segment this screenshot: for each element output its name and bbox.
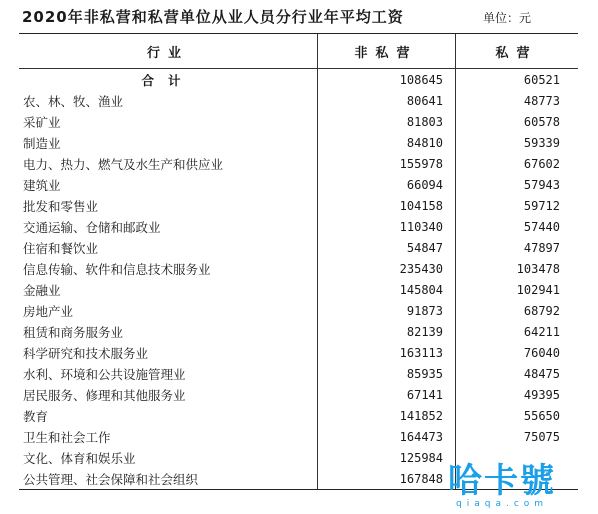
industry-cell: 教育 <box>23 408 49 424</box>
private-cell: 48475 <box>523 366 560 381</box>
table-row <box>19 237 578 258</box>
private-cell: 48773 <box>523 93 560 108</box>
nonprivate-cell: 80641 <box>406 93 443 108</box>
table-row <box>19 321 578 342</box>
nonprivate-cell: 85935 <box>406 366 443 381</box>
nonprivate-cell: 155978 <box>399 156 443 171</box>
table-row <box>19 216 578 237</box>
nonprivate-cell: 145804 <box>399 282 443 297</box>
industry-cell: 金融业 <box>23 282 61 298</box>
nonprivate-cell: 167848 <box>399 471 443 486</box>
nonprivate-cell: 125984 <box>399 450 443 465</box>
table-row <box>19 195 578 216</box>
nonprivate-cell: 91873 <box>406 303 443 318</box>
private-cell: 57440 <box>523 219 560 234</box>
table-row <box>19 363 578 384</box>
nonprivate-cell: 66094 <box>406 177 443 192</box>
private-cell: 64211 <box>523 324 560 339</box>
nonprivate-cell: 110340 <box>399 219 443 234</box>
table-row <box>19 300 578 321</box>
industry-cell: 信息传输、软件和信息技术服务业 <box>23 261 211 277</box>
industry-cell: 公共管理、社会保障和社会组织 <box>23 471 199 487</box>
industry-cell: 农、林、牧、渔业 <box>23 93 124 109</box>
table-row <box>19 405 578 426</box>
nonprivate-cell: 141852 <box>399 408 443 423</box>
table-row <box>19 90 578 111</box>
table-row <box>19 258 578 279</box>
industry-cell: 居民服务、修理和其他服务业 <box>23 387 186 403</box>
private-cell: 102941 <box>516 282 560 297</box>
nonprivate-cell: 235430 <box>399 261 443 276</box>
total-nonprivate: 108645 <box>399 72 443 87</box>
industry-cell: 房地产业 <box>23 303 74 319</box>
nonprivate-cell: 163113 <box>399 345 443 360</box>
industry-cell: 批发和零售业 <box>23 198 99 214</box>
nonprivate-cell: 81803 <box>406 114 443 129</box>
watermark-text: 哈卡號 <box>448 461 556 501</box>
private-cell: 75075 <box>523 429 560 444</box>
table-row <box>19 153 578 174</box>
industry-cell: 采矿业 <box>23 114 61 130</box>
private-cell: 67602 <box>523 156 560 171</box>
table-row <box>19 174 578 195</box>
wage-table <box>19 33 578 490</box>
industry-cell: 电力、热力、燃气及水生产和供应业 <box>23 156 224 172</box>
table-body <box>19 90 578 489</box>
table-header-row <box>19 34 578 69</box>
total-private: 60521 <box>523 72 560 87</box>
private-cell: 49395 <box>523 387 560 402</box>
header-nonprivate: 非私营 <box>354 45 418 61</box>
nonprivate-cell: 67141 <box>406 387 443 402</box>
private-cell: 60578 <box>523 114 560 129</box>
table-row <box>19 279 578 300</box>
watermark-logo <box>448 463 593 511</box>
industry-cell: 制造业 <box>23 135 61 151</box>
industry-cell: 文化、体育和娱乐业 <box>23 450 136 466</box>
column-divider <box>317 34 318 489</box>
private-cell: 59339 <box>523 135 560 150</box>
industry-cell: 卫生和社会工作 <box>23 429 111 445</box>
table-row <box>19 132 578 153</box>
header-industry: 行业 <box>146 45 189 61</box>
private-cell: 59712 <box>523 198 560 213</box>
column-divider <box>455 34 456 489</box>
industry-cell: 住宿和餐饮业 <box>23 240 99 256</box>
table-row <box>19 384 578 405</box>
industry-cell: 建筑业 <box>23 177 61 193</box>
nonprivate-cell: 104158 <box>399 198 443 213</box>
nonprivate-cell: 82139 <box>406 324 443 339</box>
private-cell: 57943 <box>523 177 560 192</box>
industry-cell: 租赁和商务服务业 <box>23 324 124 340</box>
private-cell: 76040 <box>523 345 560 360</box>
table-row <box>19 426 578 447</box>
nonprivate-cell: 164473 <box>399 429 443 444</box>
industry-cell: 科学研究和技术服务业 <box>23 345 149 361</box>
table-row <box>19 342 578 363</box>
private-cell: 68792 <box>523 303 560 318</box>
private-cell: 103478 <box>516 261 560 276</box>
watermark-url: qiaqa.com <box>456 499 549 509</box>
private-cell: 47897 <box>523 240 560 255</box>
nonprivate-cell: 54847 <box>406 240 443 255</box>
private-cell: 55650 <box>523 408 560 423</box>
unit-label: 单位：元 <box>483 11 532 25</box>
industry-cell: 水利、环境和公共设施管理业 <box>23 366 186 382</box>
industry-cell: 交通运输、仓储和邮政业 <box>23 219 161 235</box>
header-private: 私营 <box>495 45 538 61</box>
nonprivate-cell: 84810 <box>406 135 443 150</box>
total-row <box>19 69 578 90</box>
table-row <box>19 111 578 132</box>
total-label: 合计 <box>141 72 195 88</box>
table-title: 2020年非私营和私营单位从业人员分行业年平均工资 <box>22 8 404 26</box>
